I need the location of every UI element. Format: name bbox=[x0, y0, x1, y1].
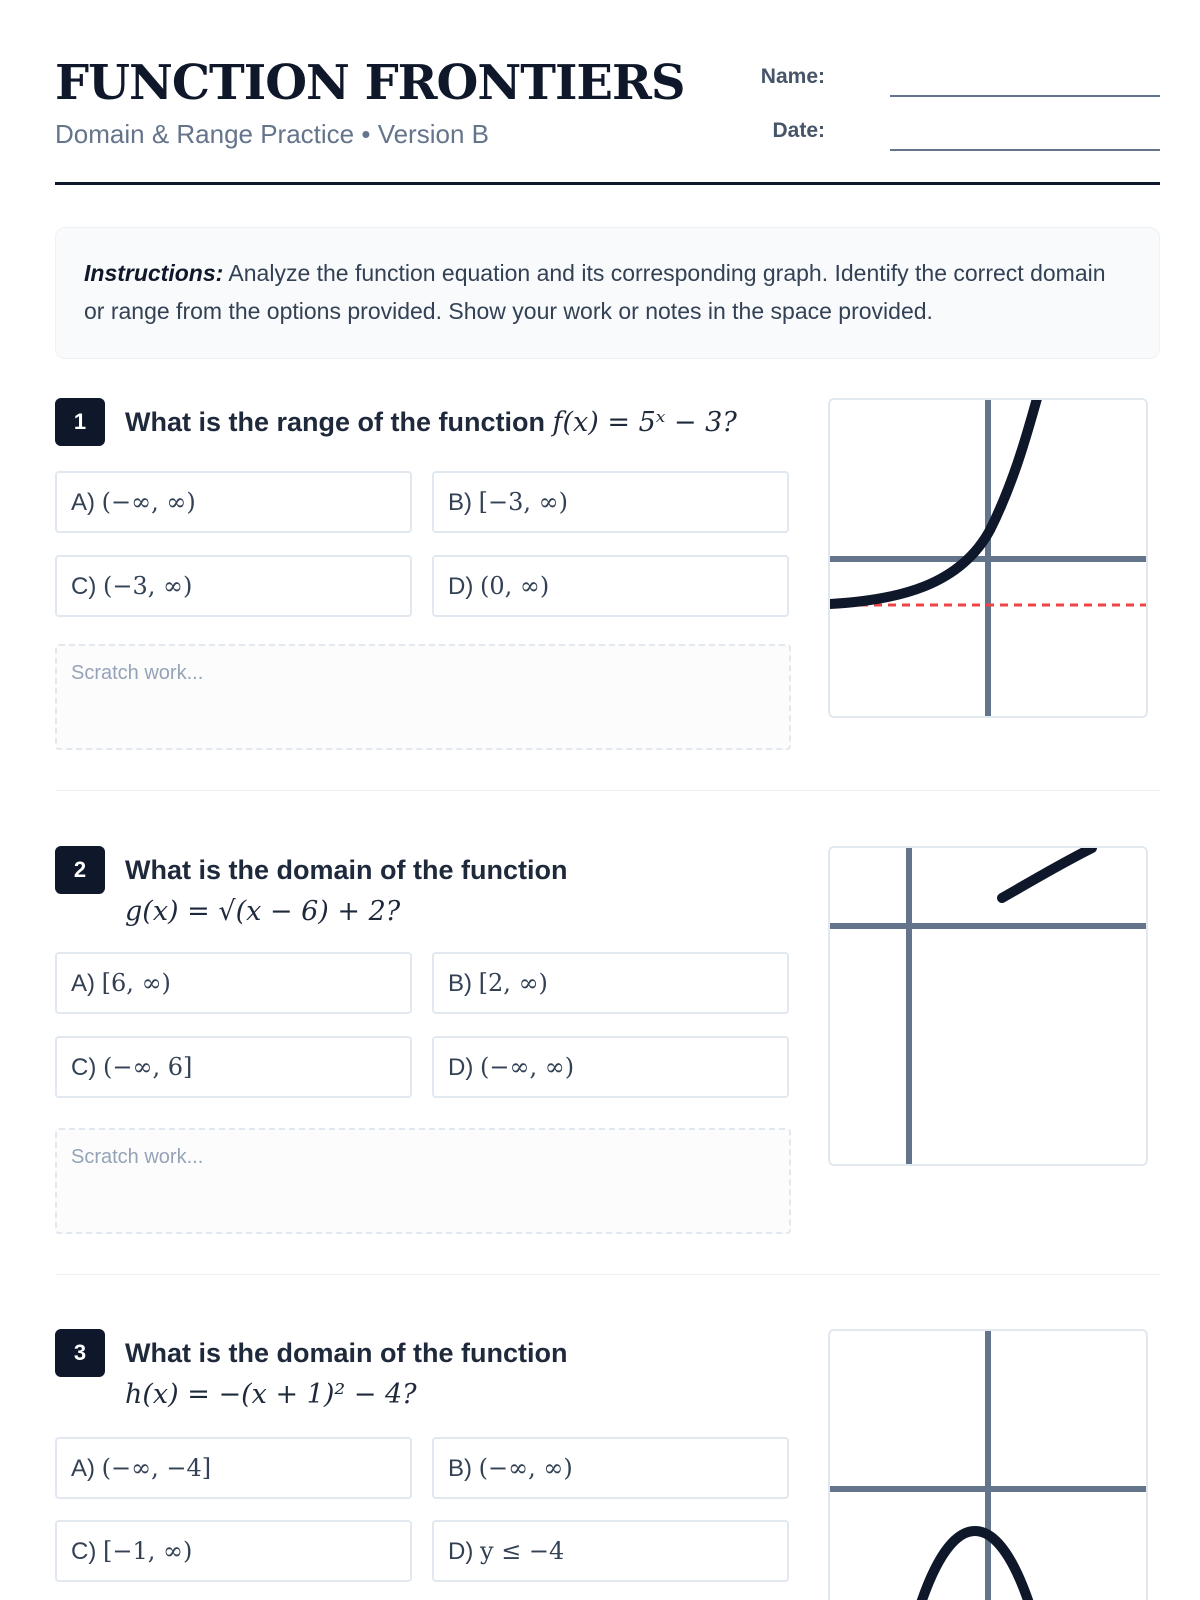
function-curve bbox=[920, 1531, 1030, 1600]
option-b[interactable] bbox=[432, 952, 789, 1014]
option-letter: C) bbox=[71, 1538, 97, 1565]
option-c[interactable] bbox=[55, 555, 412, 617]
worksheet-header bbox=[55, 55, 1160, 185]
option-value: [−1, ∞) bbox=[103, 1537, 193, 1565]
date-row bbox=[745, 113, 1160, 153]
instructions-box bbox=[55, 227, 1160, 359]
option-value: [2, ∞) bbox=[478, 969, 548, 997]
option-letter: C) bbox=[71, 1054, 97, 1081]
question-number: 2 bbox=[55, 846, 105, 894]
option-letter: A) bbox=[71, 1455, 95, 1482]
option-value: (−∞, 6] bbox=[103, 1053, 193, 1081]
question-prompt bbox=[125, 850, 815, 932]
question-prompt bbox=[125, 402, 815, 443]
scratch-area[interactable]: Scratch work... bbox=[55, 1128, 791, 1234]
date-field[interactable] bbox=[890, 149, 1160, 151]
worksheet-subtitle: Domain & Range Practice • Version B bbox=[55, 119, 489, 149]
option-value: (0, ∞) bbox=[480, 572, 550, 600]
section-divider bbox=[55, 1274, 1160, 1275]
name-field[interactable] bbox=[890, 95, 1160, 97]
question-1 bbox=[55, 398, 1160, 758]
instructions-lead: Instructions: bbox=[84, 260, 224, 286]
option-d[interactable] bbox=[432, 555, 789, 617]
function-curve bbox=[830, 400, 1038, 604]
graph-svg bbox=[830, 1331, 1146, 1600]
function-graph bbox=[828, 846, 1148, 1166]
option-c[interactable] bbox=[55, 1520, 412, 1582]
option-c[interactable] bbox=[55, 1036, 412, 1098]
option-value: [−3, ∞) bbox=[478, 488, 569, 516]
graph-svg bbox=[830, 848, 1146, 1164]
prompt-text: What is the range of the function bbox=[125, 407, 545, 437]
option-value: (−3, ∞) bbox=[103, 572, 193, 600]
name-row bbox=[745, 59, 1160, 99]
option-d[interactable] bbox=[432, 1036, 789, 1098]
question-2 bbox=[55, 846, 1160, 1236]
option-a[interactable] bbox=[55, 952, 412, 1014]
function-graph bbox=[828, 398, 1148, 718]
option-value: y ≤ −4 bbox=[480, 1537, 565, 1565]
instructions-text: Analyze the function equation and its corresponding graph. Identify the correct domain or range from the options provided. Show your work or notes in the space provided. bbox=[84, 260, 1106, 324]
worksheet-title: FUNCTION FRONTIERS bbox=[55, 55, 685, 111]
option-value: (−∞, ∞) bbox=[101, 488, 196, 516]
option-letter: D) bbox=[448, 1054, 474, 1081]
graph-svg bbox=[830, 400, 1146, 716]
prompt-text: What is the domain of the function bbox=[125, 855, 568, 885]
option-letter: B) bbox=[448, 1455, 472, 1482]
option-letter: B) bbox=[448, 489, 472, 516]
option-a[interactable] bbox=[55, 1437, 412, 1499]
equation-text: g(x) = √(x − 6) + 2? bbox=[125, 896, 401, 927]
question-number: 1 bbox=[55, 398, 105, 446]
option-letter: C) bbox=[71, 573, 97, 600]
question-prompt bbox=[125, 1333, 815, 1415]
question-3 bbox=[55, 1329, 1160, 1600]
option-value: (−∞, −4] bbox=[101, 1454, 212, 1482]
option-value: (−∞, ∞) bbox=[480, 1053, 575, 1081]
option-letter: D) bbox=[448, 1538, 474, 1565]
option-letter: A) bbox=[71, 970, 95, 997]
option-letter: B) bbox=[448, 970, 472, 997]
equation-text: h(x) = −(x + 1)² − 4? bbox=[125, 1379, 417, 1410]
question-number: 3 bbox=[55, 1329, 105, 1377]
scratch-area[interactable]: Scratch work... bbox=[55, 644, 791, 750]
option-value: [6, ∞) bbox=[101, 969, 171, 997]
option-d[interactable] bbox=[432, 1520, 789, 1582]
option-a[interactable] bbox=[55, 471, 412, 533]
option-b[interactable] bbox=[432, 1437, 789, 1499]
function-curve bbox=[1002, 848, 1092, 898]
option-value: (−∞, ∞) bbox=[478, 1454, 573, 1482]
option-letter: D) bbox=[448, 573, 474, 600]
option-letter: A) bbox=[71, 489, 95, 516]
name-label: Name: bbox=[760, 65, 825, 88]
prompt-text: What is the domain of the function bbox=[125, 1338, 568, 1368]
option-b[interactable] bbox=[432, 471, 789, 533]
equation-text: f(x) = 5ˣ − 3? bbox=[552, 407, 737, 438]
function-graph bbox=[828, 1329, 1148, 1600]
date-label: Date: bbox=[772, 119, 825, 142]
section-divider bbox=[55, 790, 1160, 791]
